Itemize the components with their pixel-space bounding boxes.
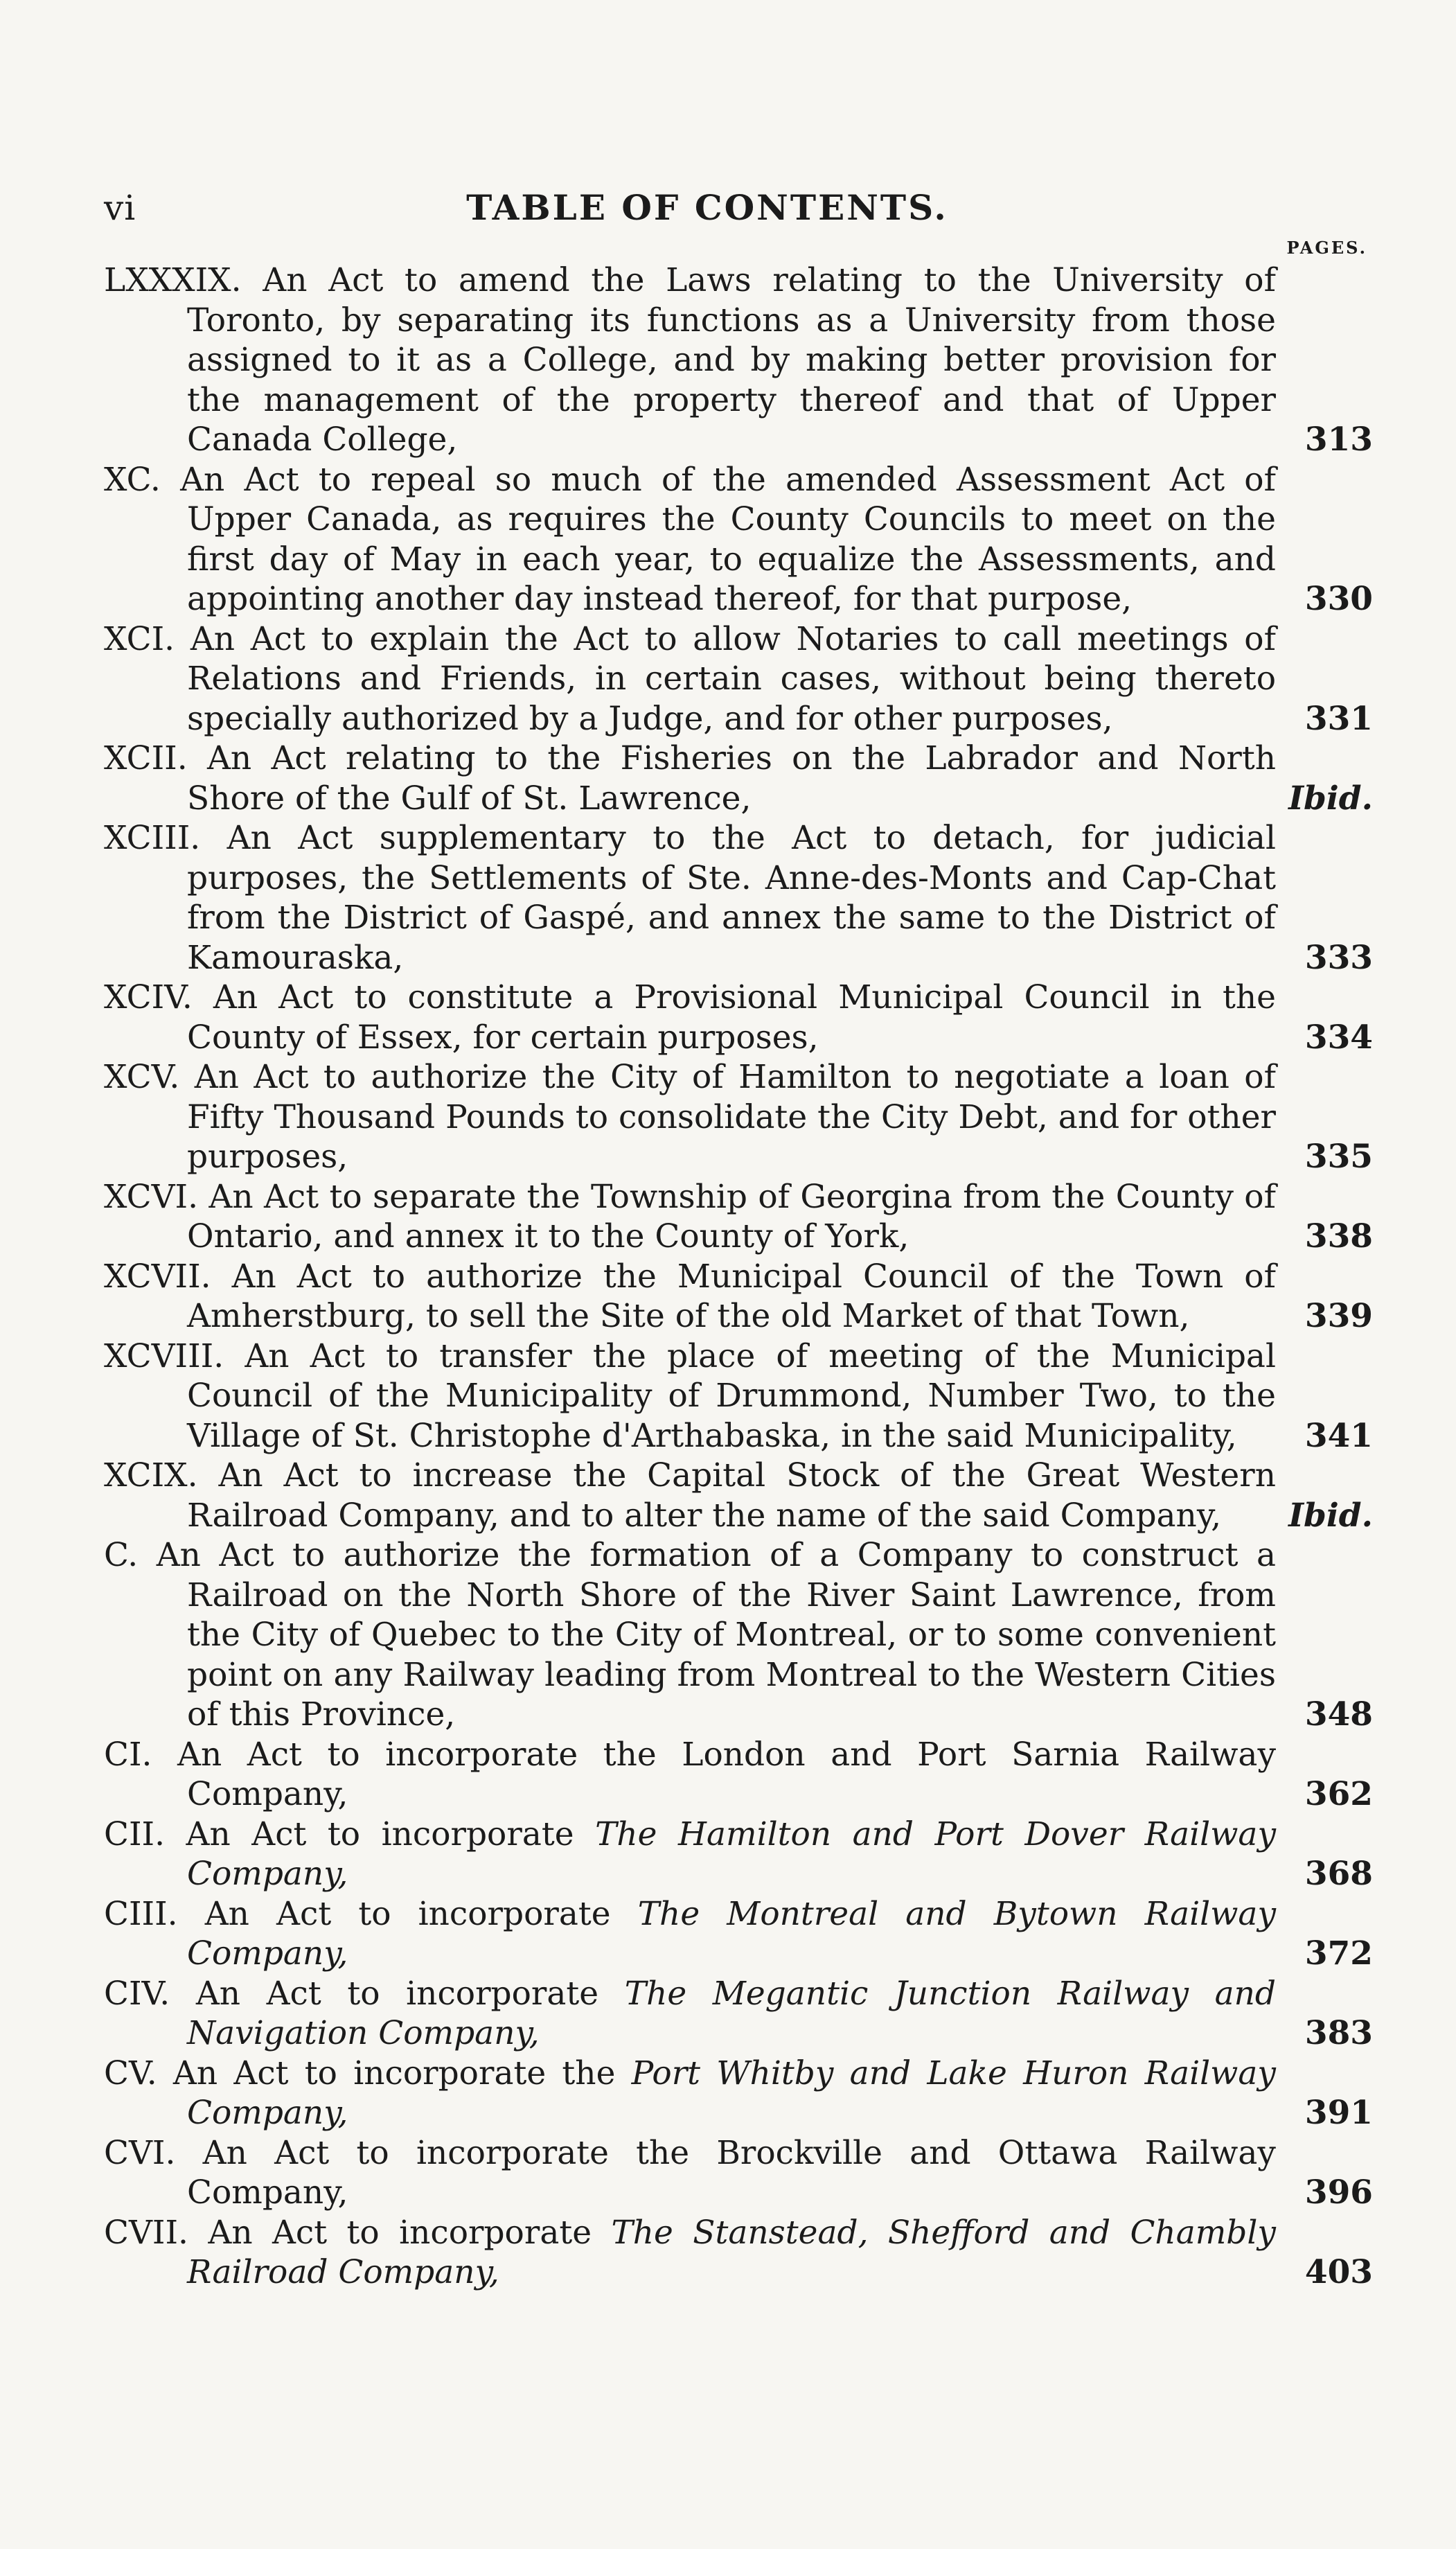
toc-entry: [104, 2213, 1373, 2293]
act-title: An Act to transfer the place of meeting of the Municipal Council of the Municipality of Drummond, Number Two, to the Village of St. Christophe d'Arthabaska, in the said Municipality,: [187, 1337, 1276, 1455]
toc-entry: [104, 978, 1373, 1057]
page-reference: 372: [1304, 1934, 1373, 1973]
act-number: CVI.: [104, 2133, 176, 2172]
toc-entry: [104, 460, 1373, 619]
act-number: CVII.: [104, 2213, 188, 2252]
act-title: An Act to incorporate the London and Port Sarnia Railway Company,: [177, 1735, 1276, 1813]
page-reference: 333: [1304, 938, 1373, 977]
act-title: An Act to incorporate: [204, 1894, 611, 1933]
page-reference: 348: [1304, 1695, 1373, 1734]
act-number: LXXXIX.: [104, 261, 242, 299]
pages-column-label: PAGES.: [1286, 238, 1367, 258]
page-reference: 313: [1304, 421, 1373, 459]
act-number: XCV.: [104, 1058, 180, 1096]
act-title: An Act to incorporate the: [172, 2054, 616, 2092]
act-title: An Act to incorporate: [186, 1815, 574, 1853]
page-reference: Ibid.: [1288, 779, 1373, 818]
act-number: XCVII.: [104, 1257, 211, 1296]
page-number: vi: [104, 188, 136, 228]
table-of-contents: [104, 261, 1373, 2293]
act-number: CIII.: [104, 1894, 178, 1933]
act-title: An Act to incorporate the Brockville and Ottawa Railway Company,: [187, 2133, 1276, 2212]
act-number: C.: [104, 1536, 139, 1574]
toc-entry: [104, 1456, 1373, 1535]
act-title-italic: Port Whitby and Lake Huron Railway Company,: [187, 2054, 1276, 2132]
act-number: XCIII.: [104, 819, 201, 857]
page-reference: 396: [1304, 2173, 1373, 2212]
page-reference: 368: [1304, 1855, 1373, 1893]
page-reference: 335: [1304, 1138, 1373, 1176]
page-reference: 330: [1304, 580, 1373, 618]
page-reference: 341: [1304, 1416, 1373, 1455]
act-number: XCIX.: [104, 1456, 198, 1494]
act-title: An Act supplementary to the Act to detach, for judicial purposes, the Settlements of Ste. Anne-des-Monts and Cap-Chat from the District of Gaspé, and annex the same to the District of Kamouraska,: [187, 819, 1276, 977]
toc-entry: [104, 1257, 1373, 1337]
act-title: An Act to authorize the Municipal Council of the Town of Amherstburg, to sell the Site of the old Market of that Town,: [187, 1257, 1276, 1335]
page-reference: 362: [1304, 1775, 1373, 1813]
act-title-italic: The Montreal and Bytown Railway Company,: [187, 1894, 1276, 1973]
act-number: XCVIII.: [104, 1337, 224, 1375]
page-reference: 338: [1304, 1217, 1373, 1255]
act-title: An Act relating to the Fisheries on the Labrador and North Shore of the Gulf of St. Lawrence,: [187, 739, 1276, 818]
toc-entry: [104, 1815, 1373, 1894]
act-number: CI.: [104, 1735, 152, 1774]
toc-entry: [104, 1894, 1373, 1974]
page-reference: 334: [1304, 1018, 1373, 1057]
act-number: XC.: [104, 460, 161, 499]
page-reference: 391: [1304, 2094, 1373, 2132]
act-title: An Act to explain the Act to allow Notaries to call meetings of Relations and Friends, in certain cases, without being thereto specially authorized by a Judge, and for other purposes,: [187, 619, 1276, 738]
act-number: XCVI.: [104, 1177, 199, 1216]
act-title: An Act to incorporate: [208, 2213, 592, 2252]
toc-entry: [104, 1974, 1373, 2054]
toc-entry: [104, 1337, 1373, 1456]
page-title: TABLE OF CONTENTS.: [466, 187, 948, 228]
act-number: CIV.: [104, 1974, 170, 2013]
page-reference: Ibid.: [1288, 1496, 1373, 1535]
act-number: CV.: [104, 2054, 157, 2092]
act-title: An Act to incorporate: [195, 1974, 599, 2013]
act-title-italic: The Hamilton and Port Dover Railway Company,: [187, 1815, 1276, 1893]
act-number: CII.: [104, 1815, 166, 1853]
toc-entry: [104, 2133, 1373, 2213]
toc-entry: [104, 1177, 1373, 1257]
act-number: XCII.: [104, 739, 188, 777]
act-title: An Act to repeal so much of the amended Assessment Act of Upper Canada, as requires the County Councils to meet on the first day of May in each year, to equalize the Assessments, and appointing another day instead thereof, for that purpose,: [180, 460, 1276, 618]
toc-entry: [104, 739, 1373, 818]
act-title: An Act to authorize the formation of a Company to construct a Railroad on the North Shore of the River Saint Lawrence, from the City of Quebec to the City of Montreal, or to some convenient point on any Railway leading from Montreal to the Western Cities of this Province,: [156, 1536, 1276, 1734]
toc-entry: [104, 261, 1373, 460]
toc-entry: [104, 2054, 1373, 2133]
page-reference: 331: [1304, 699, 1373, 738]
page-header: [104, 187, 1373, 228]
toc-entry: [104, 1057, 1373, 1177]
page-reference: 339: [1304, 1297, 1373, 1335]
act-number: XCI.: [104, 619, 175, 658]
act-title: An Act to separate the Township of Georgina from the County of Ontario, and annex it to the County of York,: [187, 1177, 1276, 1255]
act-number: XCIV.: [104, 978, 193, 1016]
act-title: An Act to increase the Capital Stock of the Great Western Railroad Company, and to alter the name of the said Company,: [187, 1456, 1276, 1535]
toc-entry: [104, 818, 1373, 978]
act-title-italic: The Megantic Junction Railway and Navigation Company,: [187, 1974, 1277, 2052]
act-title: An Act to authorize the City of Hamilton to negotiate a loan of Fifty Thousand Pounds to consolidate the City Debt, and for other purposes,: [187, 1058, 1276, 1176]
toc-entry: [104, 1735, 1373, 1815]
act-title: An Act to constitute a Provisional Municipal Council in the County of Essex, for certain purposes,: [187, 978, 1276, 1057]
act-title-italic: The Stanstead, Shefford and Chambly Railroad Company,: [187, 2213, 1276, 2291]
toc-entry: [104, 1535, 1373, 1735]
act-title: An Act to amend the Laws relating to the University of Toronto, by separating its functions as a University from those assigned to it as a College, and by making better provision for the management of the property thereof and that of Upper Canada College,: [187, 261, 1276, 459]
toc-entry: [104, 619, 1373, 739]
page-reference: 383: [1304, 2014, 1373, 2052]
page-reference: 403: [1304, 2253, 1373, 2291]
